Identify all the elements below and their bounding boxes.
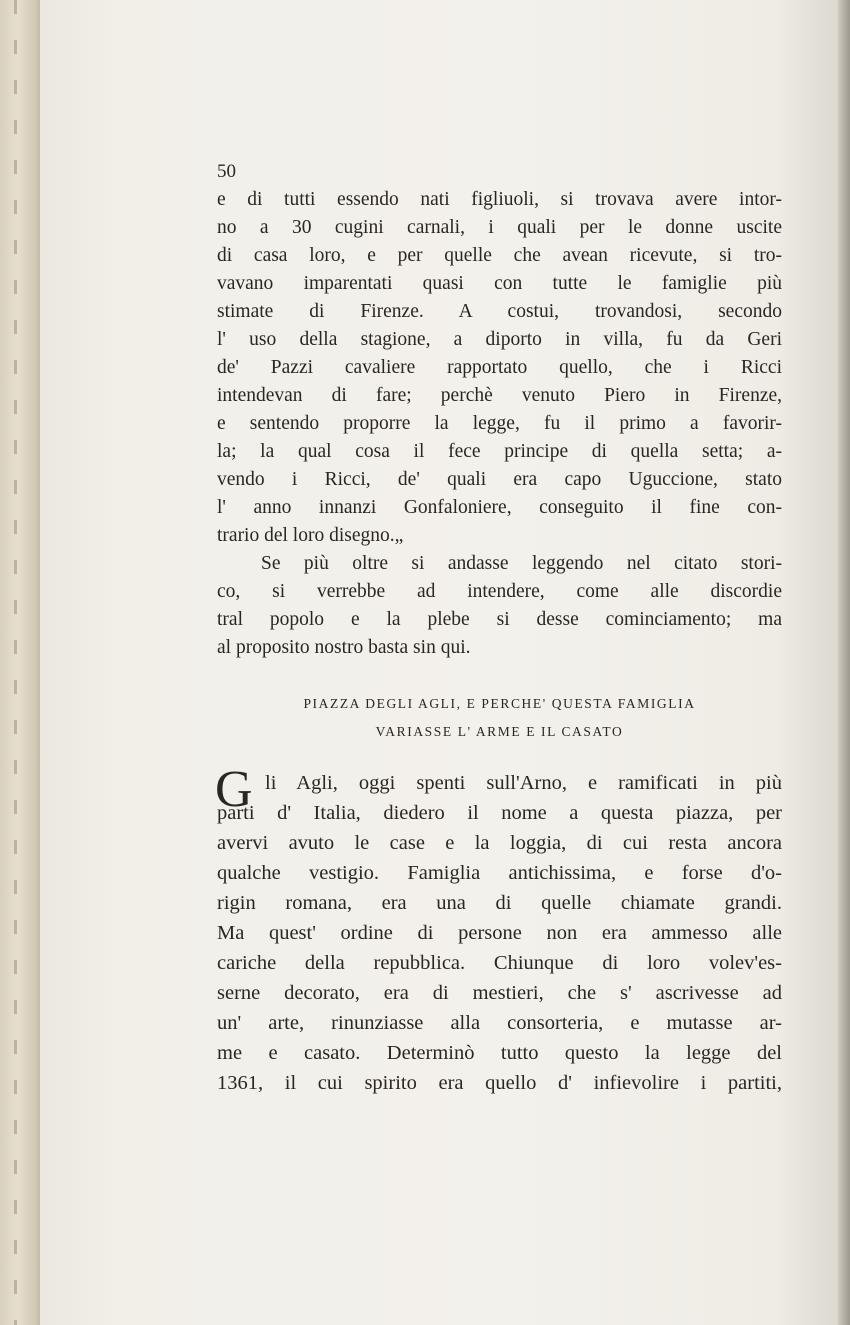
text-line: l' uso della stagione, a diporto in villa, fu da Geri	[217, 329, 782, 350]
text-line: vendo i Ricci, de' quali era capo Uguccione, stato	[217, 469, 782, 490]
text-line: vavano imparentati quasi con tutte le famiglie più	[217, 273, 782, 294]
text-line: trario del loro disegno.„	[217, 525, 404, 546]
section-heading	[217, 690, 782, 746]
drop-cap: G	[215, 761, 253, 818]
text-line: al proposito nostro basta sin qui.	[217, 637, 471, 658]
text-line: co, si verrebbe ad intendere, come alle discordie	[217, 581, 782, 602]
heading-line: PIAZZA DEGLI AGLI, E PERCHE' QUESTA FAMIGLIA	[303, 696, 696, 711]
text-line: no a 30 cugini carnali, i quali per le donne uscite	[217, 217, 782, 238]
text-line: qualche vestigio. Famiglia antichissima, e forse d'o-	[217, 862, 782, 884]
text-line: e di tutti essendo nati figliuoli, si trovava avere intor-	[217, 189, 782, 210]
paragraph-gli-agli	[215, 761, 782, 1098]
binding-edge	[0, 0, 44, 1325]
text-block	[217, 158, 782, 1098]
text-line: tral popolo e la plebe si desse cominciamento; ma	[217, 609, 782, 630]
text-line-content: li Agli, oggi spenti sull'Arno, e ramificati in più	[265, 772, 782, 794]
text-line: intendevan di fare; perchè venuto Piero in Firenze,	[217, 385, 782, 406]
text-line: cariche della repubblica. Chiunque di loro volev'es-	[217, 952, 782, 974]
text-line: rigin romana, era una di quelle chiamate grandi.	[217, 892, 782, 914]
text-line: e sentendo proporre la legge, fu il primo a favorir-	[217, 413, 782, 434]
heading-line: VARIASSE L' ARME E IL CASATO	[375, 724, 624, 739]
paragraph-continued	[217, 186, 782, 550]
paragraph-se-piu-oltre	[217, 550, 782, 662]
text-line: l' anno innanzi Gonfaloniere, conseguito il fine con-	[217, 497, 782, 518]
text-line: stimate di Firenze. A costui, trovandosi, secondo	[217, 301, 782, 322]
text-line: un' arte, rinunziasse alla consorteria, e mutasse ar-	[217, 1012, 782, 1034]
text-line: 1361, il cui spirito era quello d' infievolire i partiti,	[217, 1072, 782, 1094]
text-line: di casa loro, e per quelle che avean ricevute, si tro-	[217, 245, 782, 266]
text-line: la; la qual cosa il fece principe di quella setta; a-	[217, 441, 782, 462]
text-line: serne decorato, era di mestieri, che s' ascrivesse ad	[217, 982, 782, 1004]
page-edge-shadow	[838, 0, 850, 1325]
text-line: Ma quest' ordine di persone non era ammesso alle	[217, 922, 782, 944]
text-line: Se più oltre si andasse leggendo nel citato stori-	[261, 553, 782, 574]
text-line: me e casato. Determinò tutto questo la legge del	[217, 1042, 782, 1064]
text-line: avervi avuto le case e la loggia, di cui resta ancora	[217, 832, 782, 854]
text-line: parti d' Italia, diedero il nome a questa piazza, per	[217, 802, 782, 824]
page-number: 50	[217, 161, 236, 182]
text-line: de' Pazzi cavaliere rapportato quello, che i Ricci	[217, 357, 782, 378]
